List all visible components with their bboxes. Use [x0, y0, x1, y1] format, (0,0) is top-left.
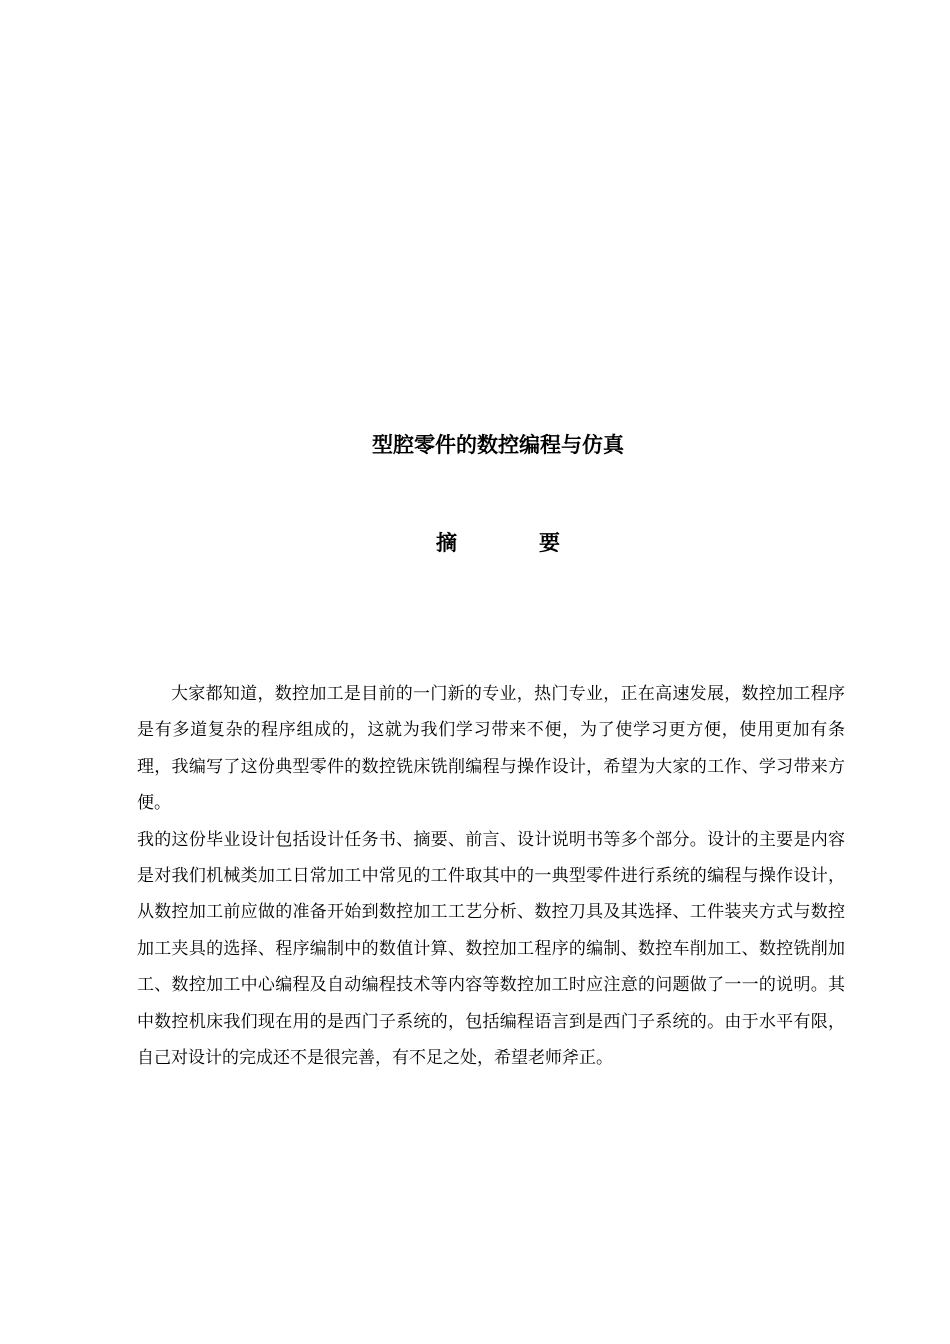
- abstract-paragraph-1: 大家都知道，数控加工是目前的一门新的专业，热门专业，正在高速发展，数控加工程序是有多道复杂的程序组成的，这就为我们学习带来不便，为了使学习更方便，使用更加有条理，我编写了这份典型零件的数控铣床铣削编程与操作设计，希望为大家的工作、学习带来方便。: [137, 684, 845, 814]
- abstract-body: [137, 676, 845, 1076]
- document-title: 型腔零件的数控编程与仿真: [372, 433, 624, 457]
- abstract-heading: [436, 528, 560, 558]
- abstract-heading-char-2: 要: [539, 531, 560, 555]
- abstract-paragraph-2: 我的这份毕业设计包括设计任务书、摘要、前言、设计说明书等多个部分。设计的主要是内容是对我们机械类加工日常加工中常见的工件取其中的一典型零件进行系统的编程与操作设计，从数控加工前应做的准备开始到数控加工工艺分析、数控刀具及其选择、工件装夹方式与数控加工夹具的选择、程序编制中的数值计算、数控加工程序的编制、数控车削加工、数控铣削加工、数控加工中心编程及自动编程技术等内容等数控加工时应注意的问题做了一一的说明。其中数控机床我们现在用的是西门子系统的，包括编程语言到是西门子系统的。由于水平有限，自己对设计的完成还不是很完善，有不足之处，希望老师斧正。: [137, 829, 845, 1069]
- abstract-heading-char-1: 摘: [436, 531, 457, 555]
